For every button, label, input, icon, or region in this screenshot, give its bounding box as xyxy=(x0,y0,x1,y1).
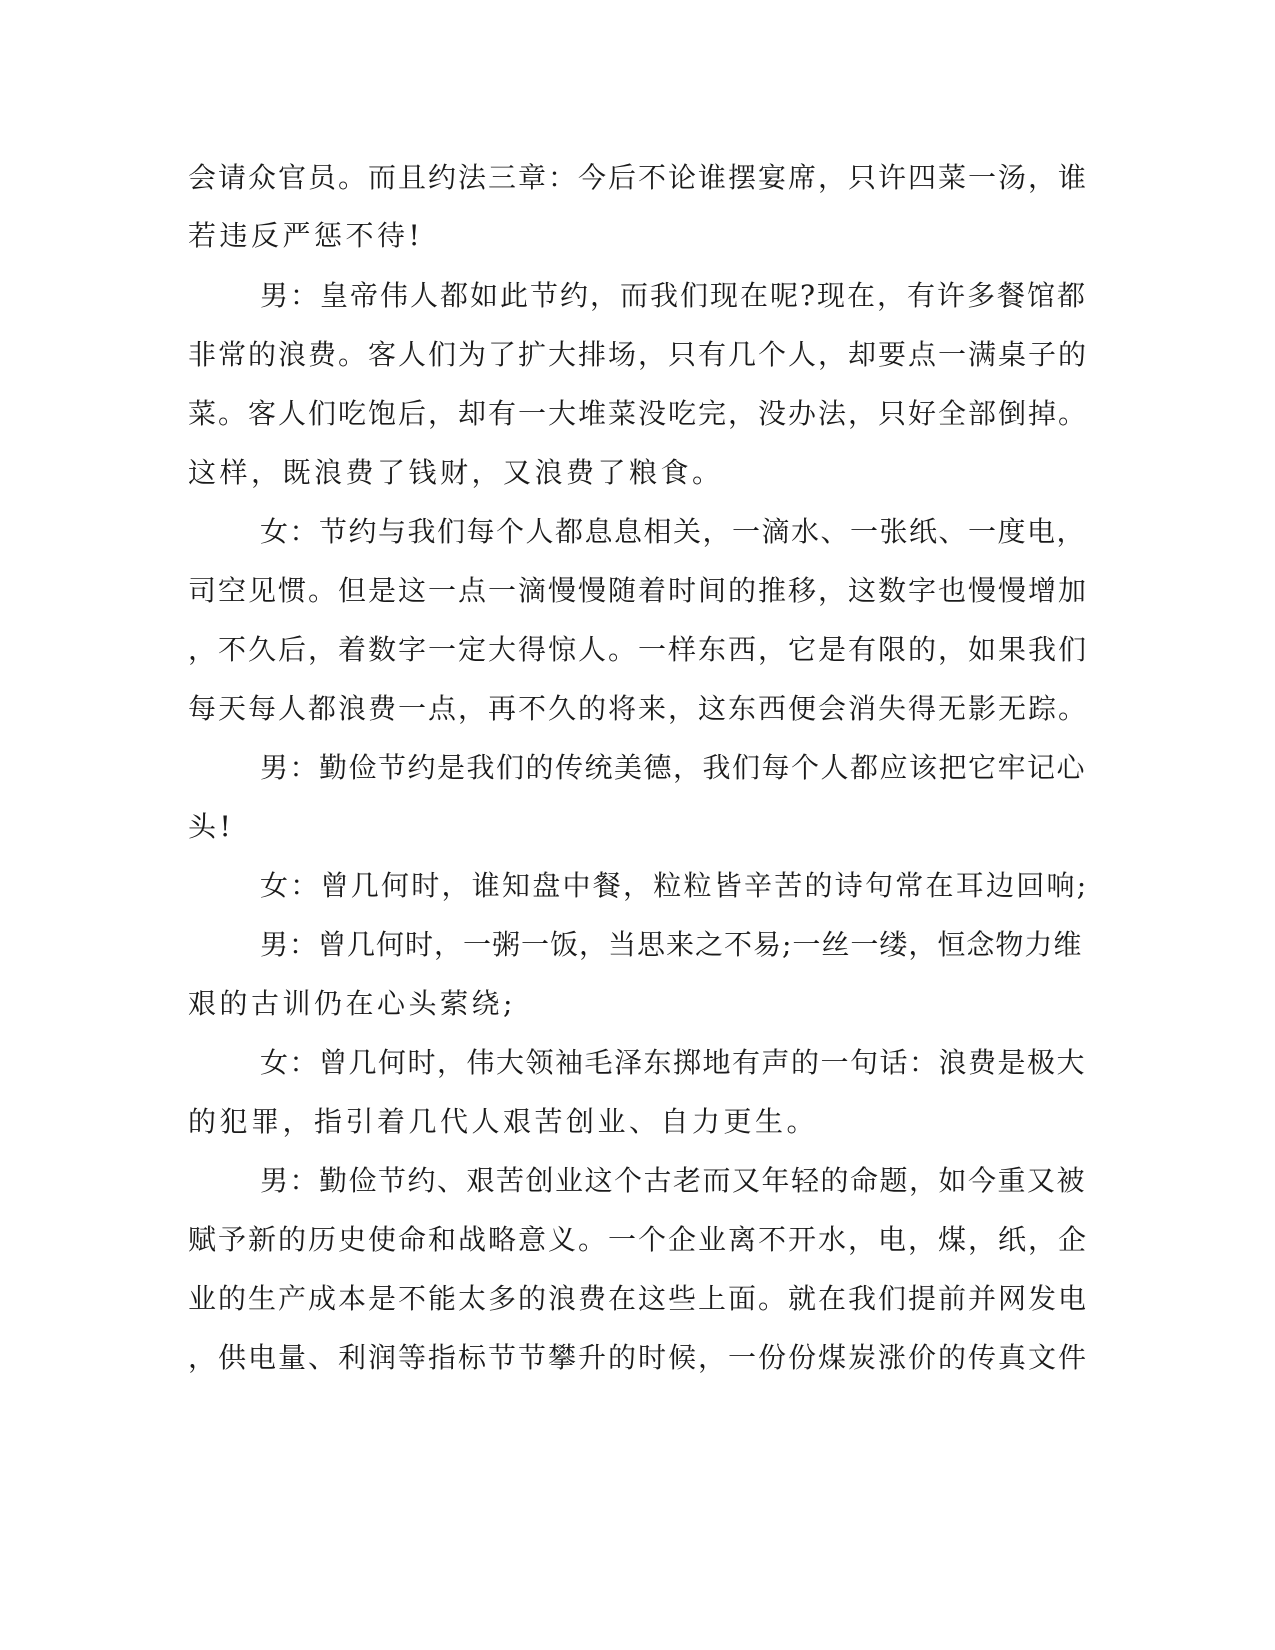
text-line: 会请众官员。而且约法三章：今后不论谁摆宴席，只许四菜一汤，谁 xyxy=(188,161,1089,194)
text-line: 男：皇帝伟人都如此节约，而我们现在呢?现在，有许多餐馆都 xyxy=(260,279,1088,312)
text-line: 女：曾几何时，谁知盘中餐，粒粒皆辛苦的诗句常在耳边回响; xyxy=(260,869,1089,902)
text-line: 女：节约与我们每个人都息息相关，一滴水、一张纸、一度电， xyxy=(260,515,1087,548)
text-line: 赋予新的历史使命和战略意义。一个企业离不开水，电，煤，纸，企 xyxy=(188,1223,1089,1256)
text-line: 的犯罪，指引着几代人艰苦创业、自力更生。 xyxy=(188,1105,819,1138)
text-line: 菜。客人们吃饱后，却有一大堆菜没吃完，没办法，只好全部倒掉。 xyxy=(188,397,1089,430)
text-line: 艰的古训仍在心头萦绕; xyxy=(188,987,516,1020)
text-line: 男：勤俭节约、艰苦创业这个古老而又年轻的命题，如今重又被 xyxy=(260,1164,1087,1197)
text-line: 业的生产成本是不能太多的浪费在这些上面。就在我们提前并网发电 xyxy=(188,1282,1089,1315)
text-line: ，供电量、利润等指标节节攀升的时候，一份份煤炭涨价的传真文件 xyxy=(188,1341,1089,1374)
text-line: 男：曾几何时，一粥一饭，当思来之不易;一丝一缕，恒念物力维 xyxy=(260,928,1083,961)
text-line: 这样，既浪费了钱财，又浪费了粮食。 xyxy=(188,456,724,489)
text-line: 每天每人都浪费一点，再不久的将来，这东西便会消失得无影无踪。 xyxy=(188,692,1089,725)
text-line: 司空见惯。但是这一点一滴慢慢随着时间的推移，这数字也慢慢增加 xyxy=(188,574,1089,607)
text-line: 非常的浪费。客人们为了扩大排场，只有几个人，却要点一满桌子的 xyxy=(188,338,1089,371)
text-line: 女：曾几何时，伟大领袖毛泽东掷地有声的一句话：浪费是极大 xyxy=(260,1046,1087,1079)
text-line: ，不久后，着数字一定大得惊人。一样东西，它是有限的，如果我们 xyxy=(188,633,1089,666)
text-line: 若违反严惩不待! xyxy=(188,219,424,252)
text-line: 男：勤俭节约是我们的传统美德，我们每个人都应该把它牢记心 xyxy=(260,751,1087,784)
text-line: 头! xyxy=(188,810,235,843)
